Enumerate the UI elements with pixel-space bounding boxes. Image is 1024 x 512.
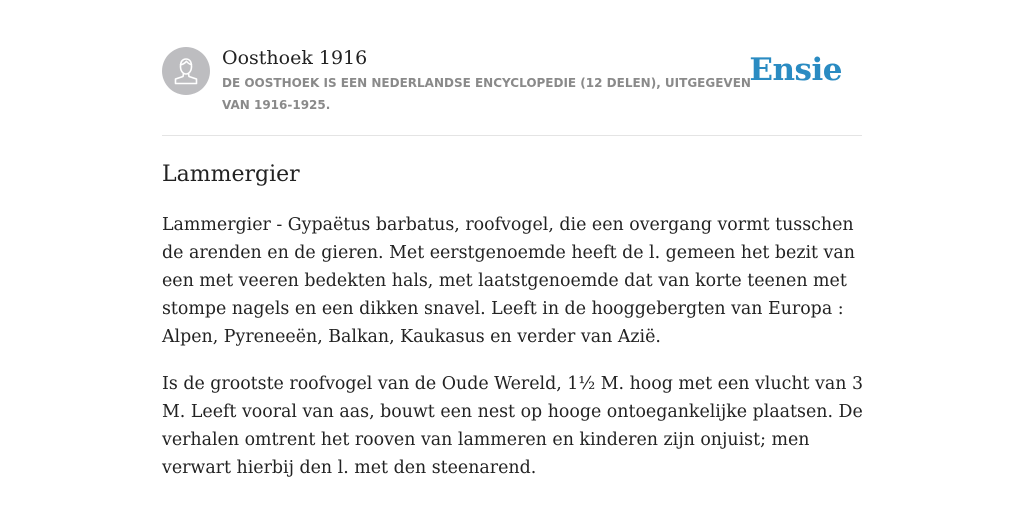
entry-paragraph: Lammergier - Gypaëtus barbatus, roofvogel, die een overgang vormt tusschen de arenden en de gieren. Met eerstgenoemde heeft de l. gemeen het bezit van een met veeren bedekten hals, met laatstgenoemde dat van korte teenen met stompe nagels en een dikken snavel. Leeft in de hooggebergten van Europa : Alpen, Pyreneeën, Balkan, Kaukasus en verder van Azië. (162, 215, 855, 347)
header-divider (162, 135, 862, 136)
entry-body (162, 211, 874, 501)
source-title[interactable]: Oosthoek 1916 (222, 47, 368, 69)
entry-title: Lammergier (162, 162, 300, 187)
source-header (162, 44, 862, 134)
source-description: DE OOSTHOEK IS EEN NEDERLANDSE ENCYCLOPEDIE (12 DELEN), UITGEGEVEN VAN 1916-1925. (222, 76, 751, 112)
entry-paragraph: Is de grootste roofvogel van de Oude Wereld, 1½ M. hoog met een vlucht van 3 M. Leeft vooral van aas, bouwt een nest op hooge ontoegankelijke plaatsen. De verhalen omtrent het rooven van lammeren en kinderen zijn onjuist; men verwart hierbij den l. met den steenarend. (162, 374, 864, 478)
ensie-logo[interactable]: Ensie (749, 52, 842, 88)
user-icon[interactable] (162, 47, 210, 95)
